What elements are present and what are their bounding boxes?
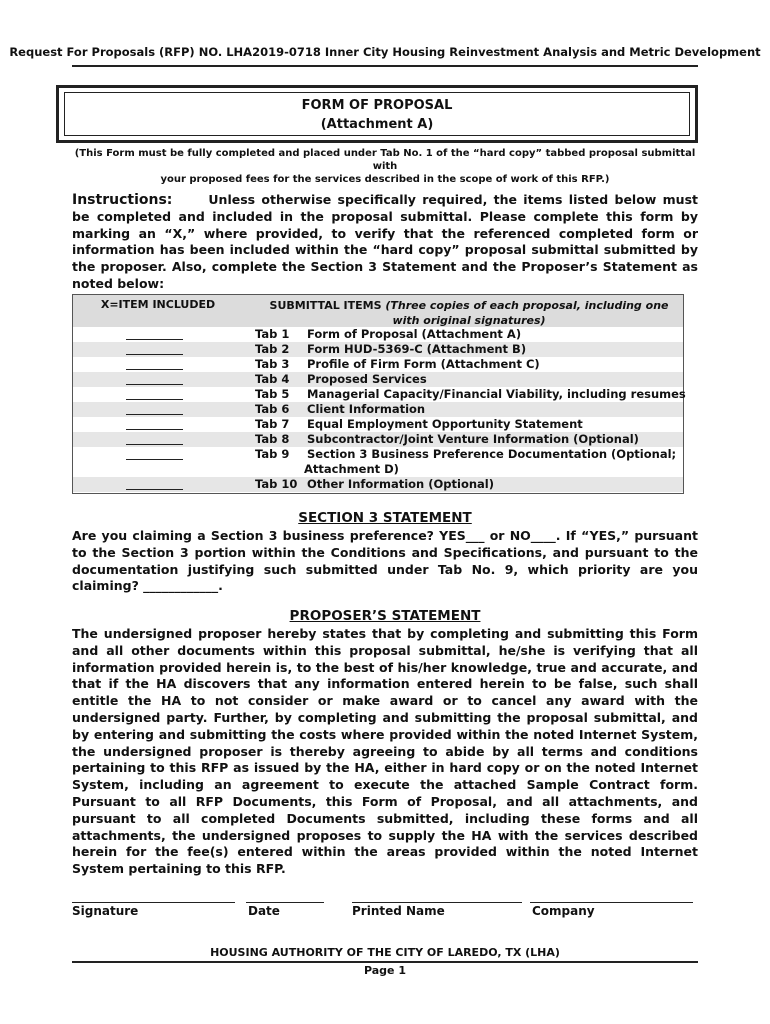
tab-number: Tab 9 xyxy=(255,447,290,461)
instructions-paragraph xyxy=(72,192,698,293)
footer-organization: HOUSING AUTHORITY OF THE CITY OF LAREDO, TX (LHA) xyxy=(210,946,560,959)
tab-number: Tab 5 xyxy=(255,387,290,401)
table-row xyxy=(73,372,683,387)
col-item-included-header: X=ITEM INCLUDED xyxy=(100,298,216,311)
date-label: Date xyxy=(248,904,280,918)
check-blank[interactable] xyxy=(126,489,183,490)
item-description: Form HUD-5369-C (Attachment B) xyxy=(307,342,527,356)
table-row xyxy=(73,387,686,402)
form-note-line1: (This Form must be fully completed and placed under Tab No. 1 of the “hard copy” tabbed proposal submittal with xyxy=(74,148,696,172)
table-row xyxy=(73,477,683,492)
company-line[interactable] xyxy=(530,902,693,903)
tab-number: Tab 2 xyxy=(255,342,290,356)
footer-rule xyxy=(72,961,698,963)
tab-number: Tab 3 xyxy=(255,357,290,371)
item-description: Client Information xyxy=(307,402,426,416)
section3-text: Are you claiming a Section 3 business preference? YES___ or NO____. If “YES,” pursuant to the Section 3 portion within the Conditions and Specifications, and pursuant to the documentation justifying such submitted under Tab No. 9, which priority are you claiming? ____________. xyxy=(72,528,698,594)
table-header xyxy=(73,295,683,327)
check-blank[interactable] xyxy=(126,339,183,340)
check-blank[interactable] xyxy=(126,384,183,385)
proposer-statement-text: The undersigned proposer hereby states that by completing and submitting this Form and all other documents within this proposal submittal, he/she is verifying that all information provided herein is, to the best of his/her knowledge, true and accurate, and that if the HA discovers that any information entered herein to be false, such shall entitle the HA to not consider or make award or to cancel any award with the undersigned party. Further, by completing and submitting the proposal submittal, and by entering and submitting the costs where provided within the noted Internet System, the undersigned proposer is thereby agreeing to abide by all terms and conditions pertaining to this RFP as issued by the HA, either in hard copy or on the noted Internet System, including an agreement to execute the attached Sample Contract form. Pursuant to all RFP Documents, this Form of Proposal, and all attachments, and pursuant to all completed Documents submitted, including these forms and all attachments, the undersigned proposes to supply the HA with the services described herein for the fee(s) entered within the areas provided within the noted Internet System pertaining to this RFP. xyxy=(72,626,698,877)
item-description: Equal Employment Opportunity Statement xyxy=(307,417,583,431)
tab-number: Tab 10 xyxy=(255,477,298,491)
item-description: Subcontractor/Joint Venture Information (Optional) xyxy=(307,432,639,446)
printed-name-label: Printed Name xyxy=(352,904,445,918)
submittal-items-note: (Three copies of each proposal, including one with original signatures) xyxy=(385,299,669,327)
page-number: Page 1 xyxy=(363,964,406,977)
col-submittal-items-header xyxy=(255,298,683,328)
item-description: Profile of Firm Form (Attachment C) xyxy=(307,357,540,371)
form-subtitle: (Attachment A) xyxy=(320,117,434,132)
instructions-text: Unless otherwise specifically required, the items listed below must be completed and included in the proposal submittal. Please complete this form by marking an “X,” where provided, to verify that the referenced completed form or information has been included within the “hard copy” proposal submittal submitted by the proposer. Also, complete the Section 3 Statement and the Proposer’s Statement as noted below: xyxy=(72,192,698,291)
check-blank[interactable] xyxy=(126,429,183,430)
form-title: FORM OF PROPOSAL xyxy=(301,98,453,113)
check-blank[interactable] xyxy=(126,414,183,415)
form-note xyxy=(72,147,698,186)
table-row xyxy=(73,357,683,372)
table-row xyxy=(73,417,683,432)
check-blank[interactable] xyxy=(126,369,183,370)
signature-label: Signature xyxy=(72,904,139,918)
check-blank[interactable] xyxy=(126,444,183,445)
item-description: Managerial Capacity/Financial Viability, including resumes xyxy=(307,387,686,401)
tab-number: Tab 7 xyxy=(255,417,290,431)
check-blank[interactable] xyxy=(126,459,183,460)
check-blank[interactable] xyxy=(126,354,183,355)
table-row xyxy=(73,447,683,462)
proposer-statement-title: PROPOSER’S STATEMENT xyxy=(289,608,481,624)
tab-number: Tab 1 xyxy=(255,327,290,341)
instructions-lead: Instructions: xyxy=(72,192,173,208)
submittal-items-table xyxy=(72,294,684,494)
form-note-line2: your proposed fees for the services described in the scope of work of this RFP.) xyxy=(160,174,610,185)
table-row xyxy=(73,327,683,342)
check-blank[interactable] xyxy=(126,399,183,400)
item-description: Proposed Services xyxy=(307,372,427,386)
submittal-items-label: SUBMITTAL ITEMS xyxy=(269,299,386,312)
item-description-continued: Attachment D) xyxy=(304,462,399,476)
tab-number: Tab 6 xyxy=(255,402,290,416)
table-row xyxy=(73,342,683,357)
tab-number: Tab 8 xyxy=(255,432,290,446)
signature-line[interactable] xyxy=(72,902,235,903)
date-line[interactable] xyxy=(246,902,324,903)
document-header: Request For Proposals (RFP) NO. LHA2019-0718 Inner City Housing Reinvestment Analysis and Metric Development xyxy=(9,45,761,59)
item-description: Section 3 Business Preference Documentation (Optional; xyxy=(307,447,677,461)
form-title-box xyxy=(64,92,690,136)
table-row xyxy=(73,402,683,417)
table-row-continuation xyxy=(73,462,683,477)
tab-number: Tab 4 xyxy=(255,372,290,386)
table-row xyxy=(73,432,683,447)
item-description: Form of Proposal (Attachment A) xyxy=(307,327,522,341)
company-label: Company xyxy=(532,904,595,918)
section3-title: SECTION 3 STATEMENT xyxy=(298,510,472,526)
header-rule xyxy=(72,65,698,67)
item-description: Other Information (Optional) xyxy=(307,477,494,491)
printed-name-line[interactable] xyxy=(352,902,522,903)
